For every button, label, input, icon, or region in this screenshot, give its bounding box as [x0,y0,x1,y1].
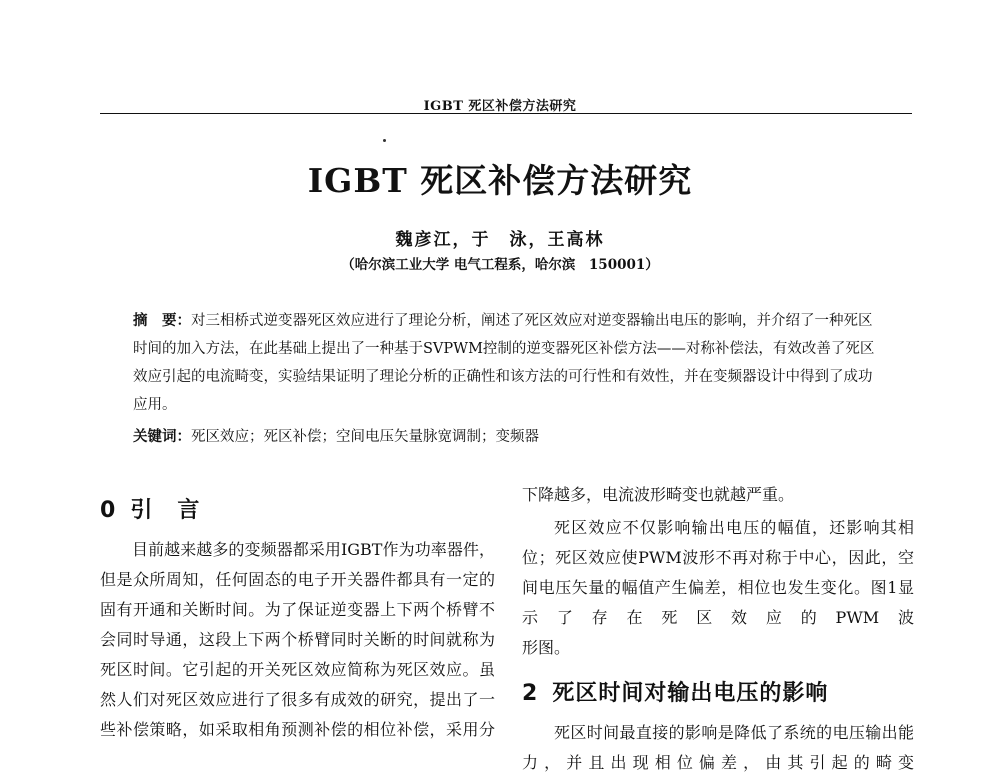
right-paragraph-3: 死区时间最直接的影响是降低了系统的电压输出能力，并且出现相位偏差，由其引起的畸变 [522,723,914,772]
right-paragraph-1-tail: 下降越多，电流波形畸变也就越严重。 [522,485,795,504]
affiliation: （哈尔滨工业大学 电气工程系，哈尔滨 150001） [341,257,659,273]
header-rule [100,113,912,114]
abstract-text: 对三相桥式逆变器死区效应进行了理论分析，阐述了死区效应对逆变器输出电压的影响，并介绍了一种死区时间的加入方法，在此基础上提出了一种基于SVPWM控制的逆变器死区补偿方法——对称补偿法，有效改善了死区效应引起的电流畸变，实验结果证明了理论分析的正确性和该方法的可行性和有效性，并在变频器设计中得到了成功应用。 [133,313,875,413]
section-0-heading [100,493,200,524]
keywords [133,425,878,446]
keywords-label: 关键词： [133,428,191,445]
running-header: IGBT 死区补偿方法研究 [423,99,577,114]
right-paragraph-2-end: 形图。 [522,638,571,657]
section-0-paragraph: 目前越来越多的变频器都采用IGBT作为功率器件，但是众所周知，任何固态的电子开关器件都具有一定的固有开通和关断时间。为了保证逆变器上下两个桥臂不会同时导通，这段上下两个桥臂同时关断的时间就称为死区时间。它引起的开关死区效应简称为死区效应。虽然人们对死区效应进行了很多有成效的研究，提出了一些补偿策略，如采取相角预测补偿的相位补偿，采用分 [100,540,495,739]
section-0-number: 0 [100,498,117,523]
section-0-title-a: 引 [130,498,154,523]
section-0-title-b: 言 [177,498,201,523]
paper-title: IGBT 死区补偿方法研究 [307,161,693,200]
section-2-heading [522,676,828,707]
keywords-text: 死区效应；死区补偿；空间电压矢量脉宽调制；变频器 [191,429,539,445]
authors: 魏彦江，于 泳，王高林 [395,230,605,250]
section-2-title: 死区时间对输出电压的影响 [552,681,829,706]
abstract-label: 摘 要： [133,312,191,329]
abstract [133,307,878,419]
right-paragraph-2: 死区效应不仅影响输出电压的幅值，还影响其相位；死区效应使PWM波形不再对称于中心，因此，空间电压矢量的幅值产生偏差，相位也发生变化。图1显示了存在死区效应的PWM波 [522,518,914,627]
section-2-number: 2 [522,681,539,706]
speck [383,139,386,142]
